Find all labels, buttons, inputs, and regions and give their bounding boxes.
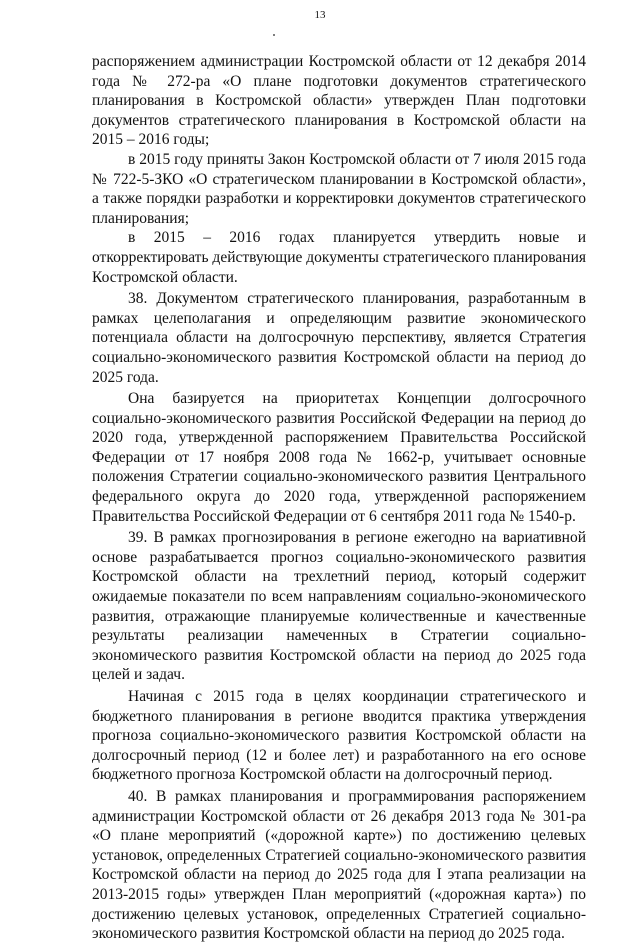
paragraph-plans-2015-2016: в 2015 – 2016 годах планируется утвердить новые и откорректировать действующие документы стратегического планирования Костромской области. bbox=[92, 229, 586, 286]
paragraph-plan-preparation: распоряжением администрации Костромской области от 12 декабря 2014 года № 272-ра «О плане подготовки документов стратегического планирования в Костромской области» утвержден План подготовки документов стратегического планирования в Костромской области на 2015 – 2016 годы; bbox=[92, 53, 586, 149]
paragraph-law-2015: в 2015 году приняты Закон Костромской области от 7 июля 2015 года № 722-5-ЗКО «О стратегическом планировании в Костромской области», а также порядки разработки и корректировки документов стратегического планирования; bbox=[92, 150, 586, 227]
paragraph-39-forecast: 39. В рамках прогнозирования в регионе ежегодно на вариативной основе разрабатывается прогноз социально-экономического развития Костромской области на трехлетний период, который содержит ожидаемые показатели по всем направлениям социально-экономического развития, отражающие планируемые количественные и качественные результаты реализации намеченных в Стратегии социально-экономического развития Костромской области на период до 2025 года целей и задач. bbox=[92, 529, 586, 684]
document-body bbox=[92, 52, 586, 944]
paragraph-concept-basis: Она базируется на приоритетах Концепции долгосрочного социально-экономического развития Российской Федерации на период до 2020 года, утвержденной распоряжением Правительства Российской Федерации от 17 ноября 2008 года № 1662-р, учитывает основные положения Стратегии социально-экономического развития Центрального федерального округа до 2020 года, утвержденной распоряжением Правительства Российской Федерации от 6 сентября 2011 года № 1540-р. bbox=[92, 390, 586, 525]
paragraph-38-strategy: 38. Документом стратегического планирования, разработанным в рамках целеполагания и определяющим развитие экономического потенциала области на долгосрочную перспективу, является Стратегия социально-экономического развития Костромской области на период до 2025 года. bbox=[92, 290, 586, 386]
page-number: 13 bbox=[314, 9, 326, 21]
scan-dot-mark bbox=[273, 34, 275, 36]
paragraph-40-roadmap: 40. В рамках планирования и программирования распоряжением администрации Костромской области от 26 декабря 2013 года № 301-ра «О плане мероприятий («дорожной карте») по достижению целевых установок, определенных Стратегией социально-экономического развития Костромской области на период до 2025 года для I этапа реализации на 2013-2015 годы» утвержден План мероприятий («дорожная карта») по достижению целевых установок, определенных Стратегией социально-экономического развития Костромской области на период до 2025 года. bbox=[92, 787, 586, 943]
paragraph-long-term-forecast: Начиная с 2015 года в целях координации стратегического и бюджетного планирования в регионе вводится практика утверждения прогноза социально-экономического развития Костромской области на долгосрочный период (12 и более лет) и разработанного на его основе бюджетного прогноза Костромской области на долгосрочный период. bbox=[92, 688, 586, 784]
